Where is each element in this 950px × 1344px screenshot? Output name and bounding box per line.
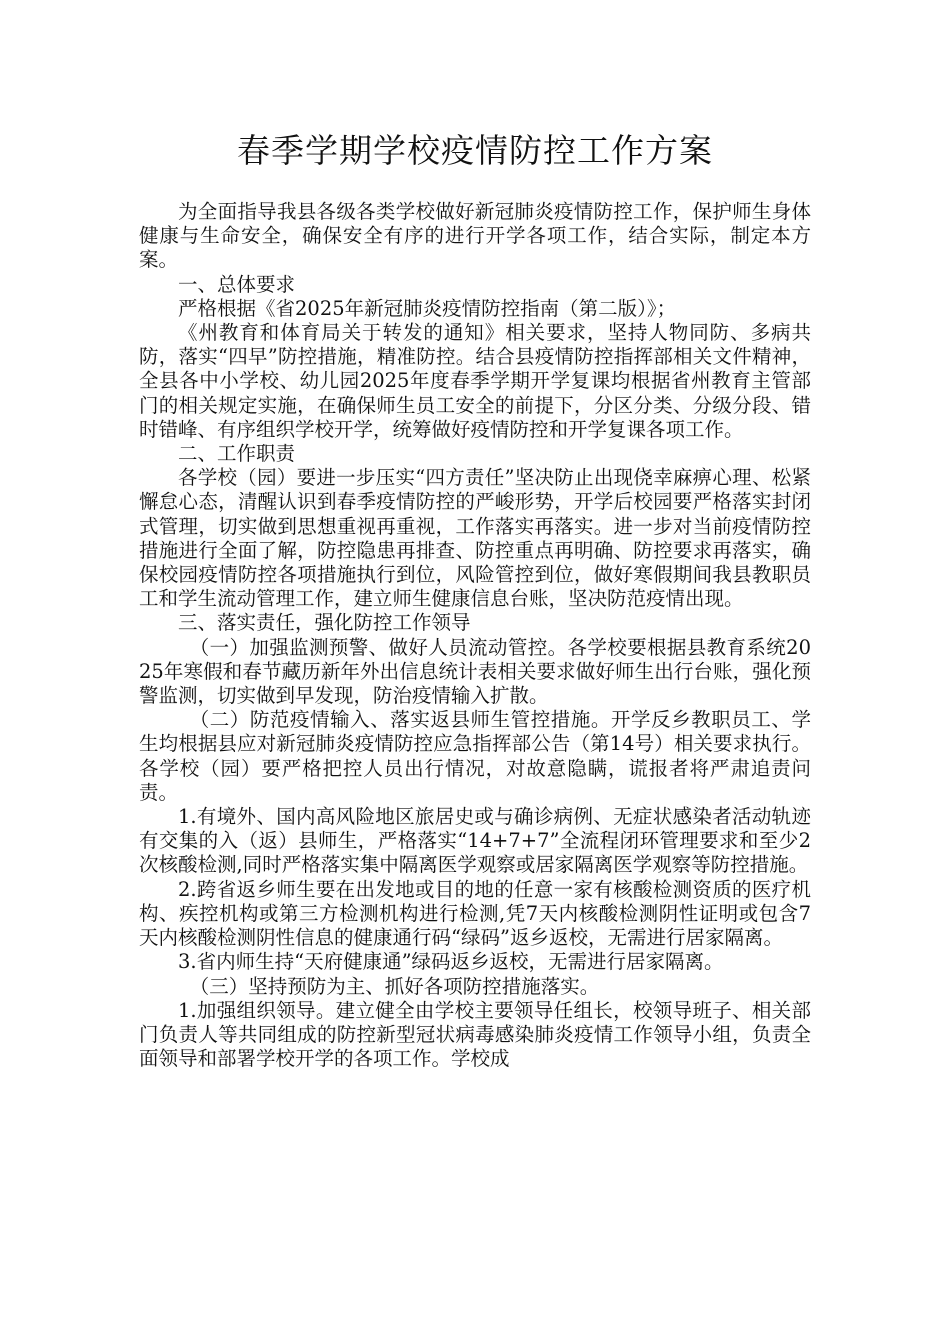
paragraph-monitoring: （一）加强监测预警、做好人员流动管控。各学校要根据县教育系统2025年寒假和春节藏历新年外出信息统计表相关要求做好师生出行台账，强化预警监测，切实做到早发现，防治疫情输入扩散。 [139,635,811,708]
paragraph-basis-notice: 《州教育和体育局关于转发的通知》相关要求，坚持人物同防、多病共防，落实“四早”防控措施，精准防控。结合县疫情防控指挥部相关文件精神，全县各中小学校、幼儿园2025年度春季学期开学复课均根据省州教育主管部门的相关规定实施，在确保师生员工安全的前提下，分区分类、分级分段、错时错峰、有序组织学校开学，统筹做好疫情防控和开学复课各项工作。 [139,321,811,441]
paragraph-return-control: （二）防范疫情输入、落实返县师生管控措施。开学反乡教职员工、学生均根据县应对新冠肺炎疫情防控应急指挥部公告（第14号）相关要求执行。各学校（园）要严格把控人员出行情况，对故意隐瞒，谎报者将严肃追责问责。 [139,708,811,804]
document-page [139,128,811,1071]
section-heading-responsibilities: 二、工作职责 [178,442,296,466]
paragraph-prevention: （三）坚持预防为主、抓好各项防控措施落实。 [189,974,600,998]
paragraph-basis-guideline: 严格根据《省2025年新冠肺炎疫情防控指南（第二版）》； [178,296,677,320]
list-item-cross-province: 2.跨省返乡师生要在出发地或目的地的任意一家有核酸检测资质的医疗机构、疾控机构或第三方检测机构进行检测,凭7天内核酸检测阴性证明或包含7天内核酸检测阴性信息的健康通行码“绿码”返乡返校，无需进行居家隔离。 [139,877,811,950]
paragraph-intro: 为全面指导我县各级各类学校做好新冠肺炎疫情防控工作，保护师生身体健康与生命安全，确保安全有序的进行开学各项工作，结合实际，制定本方案。 [139,200,811,272]
section-heading-general-requirements: 一、总体要求 [178,272,296,296]
list-item-high-risk: 1.有境外、国内高风险地区旅居史或与确诊病例、无症状感染者活动轨迹有交集的入（返）县师生，严格落实“14+7+7”全流程闭环管理要求和至少2次核酸检测,同时严格落实集中隔离医学观察或居家隔离医学观察等防控措施。 [139,805,811,877]
paragraph-responsibilities: 各学校（园）要进一步压实“四方责任”坚决防止出现侥幸麻痹心理、松紧懈怠心态，清醒认识到春季疫情防控的严峻形势，开学后校园要严格落实封闭式管理，切实做到思想重视再重视，工作落实再落实。进一步对当前疫情防控措施进行全面了解，防控隐患再排查、防控重点再明确、防控要求再落实，确保校园疫情防控各项措施执行到位，风险管控到位，做好寒假期间我县教职员工和学生流动管理工作，建立师生健康信息台账，坚决防范疫情出现。 [139,466,811,611]
list-item-organization: 1.加强组织领导。建立健全由学校主要领导任组长，校领导班子、相关部门负责人等共同组成的防控新型冠状病毒感染肺炎疫情工作领导小组，负责全面领导和部署学校开学的各项工作。学校成 [139,998,811,1071]
section-heading-implementation: 三、落实责任，强化防控工作领导 [178,611,471,635]
document-title: 春季学期学校疫情防控工作方案 [237,131,713,170]
list-item-in-province: 3.省内师生持“天府健康通”绿码返乡返校，无需进行居家隔离。 [178,950,724,974]
